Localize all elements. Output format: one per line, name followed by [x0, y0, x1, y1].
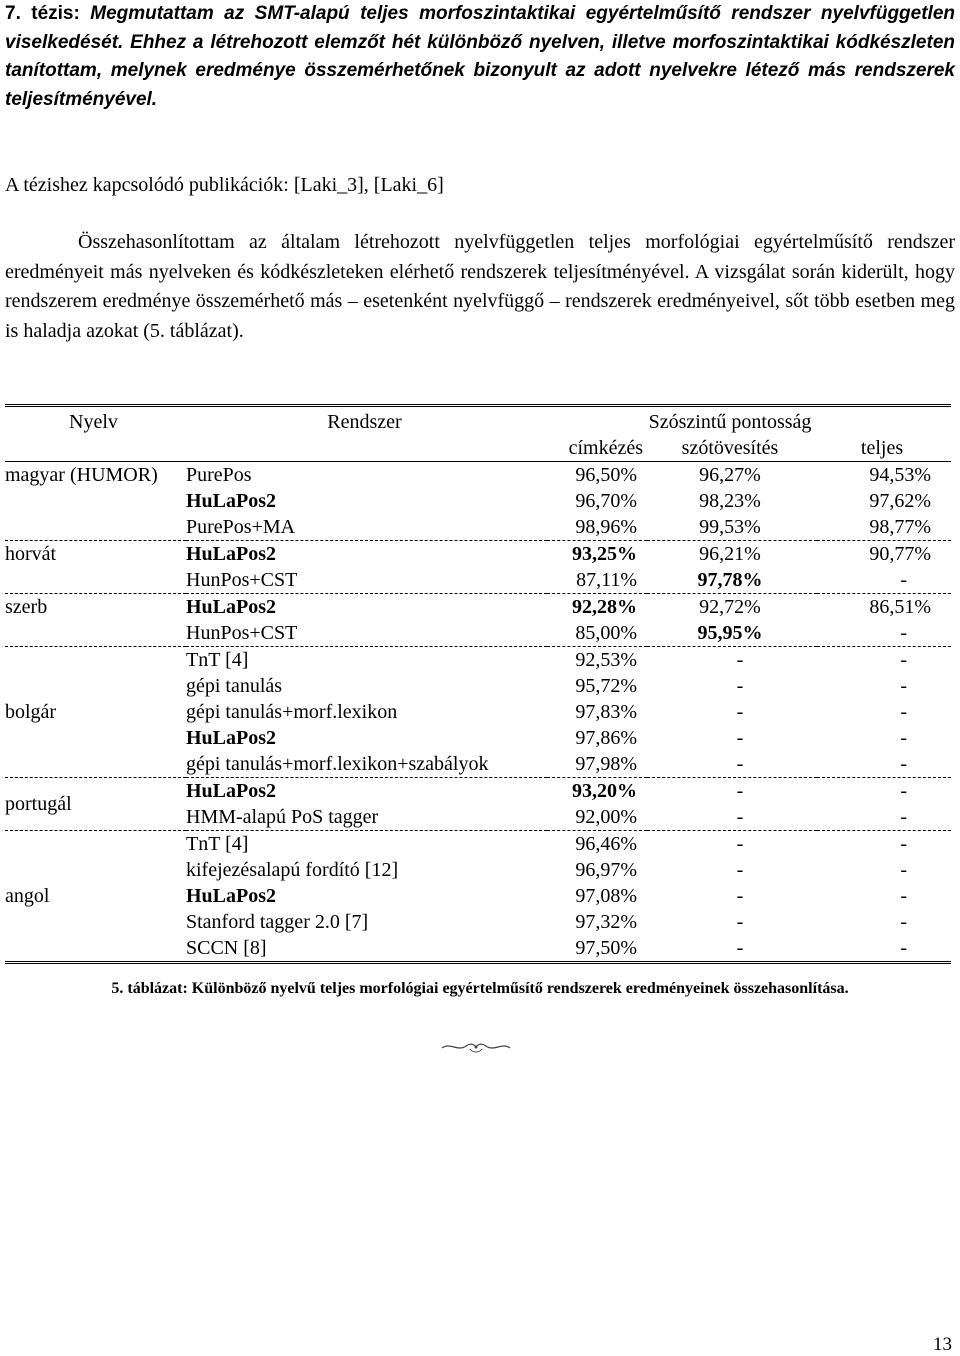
language-cell: [5, 488, 186, 514]
lemmatization-cell: -: [736, 885, 744, 907]
header-tagging: címkézés: [547, 435, 647, 462]
tagging-cell: 97,98%: [547, 751, 647, 778]
thesis-number: 7. tézis:: [5, 3, 80, 24]
language-cell: [5, 751, 186, 778]
language-cell: [5, 935, 186, 963]
system-cell: HMM-alapú PoS tagger: [186, 804, 547, 831]
table-row: [5, 883, 951, 909]
language-cell: [5, 673, 186, 699]
lemmatization-cell: 92,72%: [699, 596, 761, 618]
table-row: [5, 567, 951, 594]
table-row: [5, 594, 951, 621]
table-row: [5, 857, 951, 883]
full-accuracy-cell: -: [900, 727, 907, 749]
tagging-cell: 92,28%: [572, 596, 637, 618]
full-accuracy-cell: -: [900, 911, 907, 933]
system-cell: HuLaPos2: [186, 727, 277, 749]
system-cell: HuLaPos2: [186, 490, 277, 512]
system-cell: gépi tanulás+morf.lexikon+szabályok: [186, 751, 547, 778]
header-system: Rendszer: [186, 406, 547, 436]
system-cell: PurePos: [186, 464, 252, 486]
table-row: [5, 699, 951, 725]
tagging-cell: 97,50%: [547, 935, 647, 963]
system-cell: gépi tanulás+morf.lexikon: [186, 701, 398, 723]
header-language: Nyelv: [5, 406, 186, 436]
header-full: teljes: [817, 435, 951, 462]
full-accuracy-cell: 86,51%: [869, 596, 931, 618]
tagging-cell: 97,32%: [575, 911, 637, 933]
system-cell: HunPos+CST: [186, 567, 547, 594]
full-accuracy-cell: -: [817, 567, 951, 594]
language-cell: [5, 647, 186, 674]
system-cell: TnT [4]: [186, 833, 249, 855]
table-row: [5, 647, 951, 674]
table-row: [5, 909, 951, 935]
language-cell: [5, 725, 186, 751]
language-cell: [5, 831, 186, 858]
tagging-cell: 92,53%: [575, 649, 637, 671]
full-accuracy-cell: 94,53%: [869, 464, 931, 486]
table-row: [5, 751, 951, 778]
tagging-cell: 87,11%: [547, 567, 647, 594]
tagging-cell: 95,72%: [575, 675, 637, 697]
header-lemmatization: szótövesítés: [647, 435, 817, 462]
language-cell: bolgár: [5, 701, 57, 723]
language-cell: [5, 514, 186, 541]
lemmatization-cell: -: [736, 727, 744, 749]
related-publications: A tézishez kapcsolódó publikációk: [Laki_3], [Laki_6]: [5, 174, 444, 196]
table-subheader-row: [5, 435, 951, 462]
lemmatization-cell: 97,78%: [647, 567, 817, 594]
language-cell: szerb: [5, 596, 48, 618]
thesis-text: Megmutattam az SMT-alapú teljes morfoszintaktikai egyértelműsítő rendszer nyelvfüggetlen viselkedését. Ehhez a létrehozott elemzőt hét különböző nyelven, illetve morfoszintaktikai kódkészleten tanítottam, melynek eredménye összemérhetőnek bizonyult az adott nyelvekre létező más rendszerek teljesítményével.: [5, 3, 955, 110]
language-cell: [5, 620, 186, 647]
system-cell: HuLaPos2: [186, 543, 277, 565]
tagging-cell: 96,46%: [575, 833, 637, 855]
system-cell: gépi tanulás: [186, 675, 283, 697]
lemmatization-cell: -: [736, 649, 744, 671]
tagging-cell: 96,70%: [575, 490, 637, 512]
table-row: [5, 541, 951, 568]
full-accuracy-cell: 98,77%: [817, 514, 951, 541]
full-accuracy-cell: -: [817, 751, 951, 778]
table-row: [5, 514, 951, 541]
tagging-cell: 85,00%: [547, 620, 647, 647]
full-accuracy-cell: -: [817, 804, 951, 831]
lemmatization-cell: -: [647, 751, 817, 778]
table-row: [5, 831, 951, 858]
tagging-cell: 96,97%: [575, 859, 637, 881]
language-cell: portugál: [5, 793, 72, 815]
table-row: [5, 778, 951, 805]
table-row: [5, 725, 951, 751]
full-accuracy-cell: -: [900, 833, 907, 855]
lemmatization-cell: 98,23%: [699, 490, 761, 512]
system-cell: HuLaPos2: [186, 780, 277, 802]
language-cell: magyar (HUMOR): [5, 464, 158, 486]
tagging-cell: 97,08%: [575, 885, 637, 907]
system-cell: HunPos+CST: [186, 620, 547, 647]
language-cell: horvát: [5, 543, 57, 565]
tagging-cell: 92,00%: [547, 804, 647, 831]
tagging-cell: 97,83%: [575, 701, 637, 723]
full-accuracy-cell: -: [900, 649, 907, 671]
full-accuracy-cell: -: [900, 859, 907, 881]
full-accuracy-cell: -: [817, 935, 951, 963]
table-caption: 5. táblázat: Különböző nyelvű teljes morfológiai egyértelműsítő rendszerek eredményeinek összehasonlítása.: [111, 980, 849, 997]
system-cell: Stanford tagger 2.0 [7]: [186, 911, 369, 933]
full-accuracy-cell: -: [900, 780, 907, 802]
results-table: [5, 404, 951, 964]
lemmatization-cell: 96,21%: [699, 543, 761, 565]
system-cell: TnT [4]: [186, 649, 249, 671]
page-number: 13: [933, 1334, 952, 1355]
lemmatization-cell: -: [736, 675, 744, 697]
table-row: [5, 620, 951, 647]
thesis-statement: [5, 0, 955, 114]
lemmatization-cell: -: [736, 833, 744, 855]
table-body: [5, 462, 951, 963]
full-accuracy-cell: -: [900, 701, 907, 723]
full-accuracy-cell: -: [900, 885, 907, 907]
full-accuracy-cell: -: [900, 675, 907, 697]
full-accuracy-cell: 90,77%: [869, 543, 931, 565]
system-cell: kifejezésalapú fordító [12]: [186, 859, 399, 881]
lemmatization-cell: 96,27%: [699, 464, 761, 486]
lemmatization-cell: -: [736, 911, 744, 933]
header-accuracy: Szószintű pontosság: [647, 406, 817, 436]
language-cell: [5, 567, 186, 594]
system-cell: HuLaPos2: [186, 885, 277, 907]
language-cell: angol: [5, 885, 50, 907]
full-accuracy-cell: -: [817, 620, 951, 647]
table-row: [5, 488, 951, 514]
system-cell: PurePos+MA: [186, 514, 547, 541]
language-cell: [5, 909, 186, 935]
tagging-cell: 93,25%: [572, 543, 637, 565]
lemmatization-cell: 95,95%: [647, 620, 817, 647]
system-cell: SCCN [8]: [186, 935, 547, 963]
full-accuracy-cell: 97,62%: [869, 490, 931, 512]
table-row: [5, 673, 951, 699]
table-header-row: [5, 406, 951, 436]
table-row: [5, 935, 951, 963]
language-cell: [5, 857, 186, 883]
system-cell: HuLaPos2: [186, 596, 277, 618]
lemmatization-cell: -: [647, 804, 817, 831]
lemmatization-cell: -: [647, 935, 817, 963]
lemmatization-cell: -: [736, 859, 744, 881]
tagging-cell: 98,96%: [547, 514, 647, 541]
tagging-cell: 93,20%: [572, 780, 637, 802]
lemmatization-cell: 99,53%: [647, 514, 817, 541]
decorative-flourish-icon: [440, 1038, 512, 1056]
lemmatization-cell: -: [736, 780, 744, 802]
table-row: [5, 462, 951, 489]
tagging-cell: 97,86%: [575, 727, 637, 749]
tagging-cell: 96,50%: [575, 464, 637, 486]
lemmatization-cell: -: [736, 701, 744, 723]
body-paragraph: Összehasonlítottam az általam létrehozott nyelvfüggetlen teljes morfológiai egyértelműsítő rendszer eredményeit más nyelveken és kódkészleteken elérhető rendszerek teljesítményével. A vizsgálat során kiderült, hogy rendszerem eredménye összemérhető más – esetenként nyelvfüggő – rendszerek eredményeivel, sőt több esetben meg is haladja azokat (5. táblázat).: [5, 231, 955, 342]
